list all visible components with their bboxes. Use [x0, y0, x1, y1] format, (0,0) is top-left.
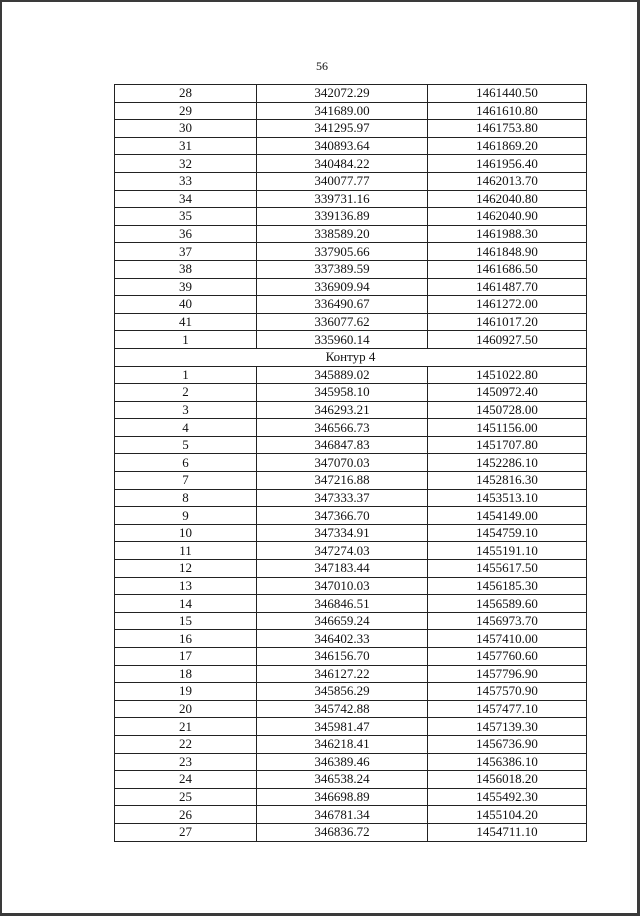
page-number: 56: [316, 59, 328, 73]
point-number-cell: 1: [115, 366, 257, 384]
point-number-cell: 34: [115, 190, 257, 208]
point-number-cell: 39: [115, 278, 257, 296]
table-row: [115, 225, 587, 243]
point-number-cell: 24: [115, 771, 257, 789]
table-row: [115, 243, 587, 261]
point-number-cell: 22: [115, 735, 257, 753]
point-number-cell: 2: [115, 384, 257, 402]
point-number-cell: 28: [115, 85, 257, 103]
x-coordinate-cell: 335960.14: [257, 331, 428, 349]
table-row: [115, 260, 587, 278]
table-row: [115, 208, 587, 226]
point-number-cell: 15: [115, 612, 257, 630]
point-number-cell: 13: [115, 577, 257, 595]
point-number-cell: 25: [115, 788, 257, 806]
table-row: [115, 190, 587, 208]
point-number-cell: 33: [115, 172, 257, 190]
y-coordinate-cell: 1461753.80: [428, 120, 587, 138]
table-row: [115, 331, 587, 349]
table-row: [115, 85, 587, 103]
point-number-cell: 38: [115, 260, 257, 278]
y-coordinate-cell: 1457796.90: [428, 665, 587, 683]
table-row: [115, 735, 587, 753]
table-row: [115, 595, 587, 613]
table-row: [115, 278, 587, 296]
y-coordinate-cell: 1454711.10: [428, 823, 587, 841]
x-coordinate-cell: 347334.91: [257, 524, 428, 542]
x-coordinate-cell: 339731.16: [257, 190, 428, 208]
x-coordinate-cell: 345889.02: [257, 366, 428, 384]
point-number-cell: 14: [115, 595, 257, 613]
point-number-cell: 37: [115, 243, 257, 261]
table-row: [115, 718, 587, 736]
x-coordinate-cell: 337389.59: [257, 260, 428, 278]
x-coordinate-cell: 346698.89: [257, 788, 428, 806]
x-coordinate-cell: 342072.29: [257, 85, 428, 103]
table-row: [115, 612, 587, 630]
table-row: [115, 454, 587, 472]
section-header-row: [115, 348, 587, 366]
y-coordinate-cell: 1457477.10: [428, 700, 587, 718]
y-coordinate-cell: 1451707.80: [428, 436, 587, 454]
point-number-cell: 17: [115, 648, 257, 666]
y-coordinate-cell: 1456018.20: [428, 771, 587, 789]
point-number-cell: 27: [115, 823, 257, 841]
point-number-cell: 9: [115, 507, 257, 525]
table-row: [115, 472, 587, 490]
x-coordinate-cell: 346566.73: [257, 419, 428, 437]
y-coordinate-cell: 1456185.30: [428, 577, 587, 595]
x-coordinate-cell: 346402.33: [257, 630, 428, 648]
point-number-cell: 30: [115, 120, 257, 138]
point-number-cell: 4: [115, 419, 257, 437]
point-number-cell: 18: [115, 665, 257, 683]
y-coordinate-cell: 1457570.90: [428, 683, 587, 701]
x-coordinate-cell: 340893.64: [257, 137, 428, 155]
point-number-cell: 1: [115, 331, 257, 349]
table-row: [115, 102, 587, 120]
x-coordinate-cell: 346846.51: [257, 595, 428, 613]
x-coordinate-cell: 346538.24: [257, 771, 428, 789]
coordinates-table-body: [115, 85, 587, 842]
x-coordinate-cell: 346156.70: [257, 648, 428, 666]
y-coordinate-cell: 1451156.00: [428, 419, 587, 437]
table-row: [115, 700, 587, 718]
x-coordinate-cell: 347070.03: [257, 454, 428, 472]
table-row: [115, 665, 587, 683]
x-coordinate-cell: 345958.10: [257, 384, 428, 402]
y-coordinate-cell: 1460927.50: [428, 331, 587, 349]
table-row: [115, 630, 587, 648]
y-coordinate-cell: 1455492.30: [428, 788, 587, 806]
y-coordinate-cell: 1452286.10: [428, 454, 587, 472]
y-coordinate-cell: 1455617.50: [428, 560, 587, 578]
table-row: [115, 172, 587, 190]
x-coordinate-cell: 345742.88: [257, 700, 428, 718]
y-coordinate-cell: 1450972.40: [428, 384, 587, 402]
y-coordinate-cell: 1452816.30: [428, 472, 587, 490]
y-coordinate-cell: 1451022.80: [428, 366, 587, 384]
x-coordinate-cell: 346836.72: [257, 823, 428, 841]
table-row: [115, 648, 587, 666]
y-coordinate-cell: 1461610.80: [428, 102, 587, 120]
table-row: [115, 436, 587, 454]
x-coordinate-cell: 347366.70: [257, 507, 428, 525]
table-row: [115, 542, 587, 560]
table-row: [115, 401, 587, 419]
table-row: [115, 560, 587, 578]
point-number-cell: 40: [115, 296, 257, 314]
table-row: [115, 577, 587, 595]
x-coordinate-cell: 340484.22: [257, 155, 428, 173]
table-row: [115, 753, 587, 771]
point-number-cell: 21: [115, 718, 257, 736]
y-coordinate-cell: 1461440.50: [428, 85, 587, 103]
y-coordinate-cell: 1457410.00: [428, 630, 587, 648]
point-number-cell: 10: [115, 524, 257, 542]
x-coordinate-cell: 341689.00: [257, 102, 428, 120]
table-row: [115, 419, 587, 437]
x-coordinate-cell: 346389.46: [257, 753, 428, 771]
x-coordinate-cell: 346659.24: [257, 612, 428, 630]
table-row: [115, 683, 587, 701]
table-row: [115, 313, 587, 331]
y-coordinate-cell: 1461848.90: [428, 243, 587, 261]
y-coordinate-cell: 1450728.00: [428, 401, 587, 419]
y-coordinate-cell: 1457760.60: [428, 648, 587, 666]
point-number-cell: 41: [115, 313, 257, 331]
point-number-cell: 3: [115, 401, 257, 419]
table-row: [115, 823, 587, 841]
x-coordinate-cell: 340077.77: [257, 172, 428, 190]
point-number-cell: 6: [115, 454, 257, 472]
table-row: [115, 366, 587, 384]
y-coordinate-cell: 1462040.90: [428, 208, 587, 226]
x-coordinate-cell: 347274.03: [257, 542, 428, 560]
point-number-cell: 35: [115, 208, 257, 226]
y-coordinate-cell: 1461869.20: [428, 137, 587, 155]
y-coordinate-cell: 1456589.60: [428, 595, 587, 613]
y-coordinate-cell: 1461686.50: [428, 260, 587, 278]
x-coordinate-cell: 345981.47: [257, 718, 428, 736]
point-number-cell: 31: [115, 137, 257, 155]
y-coordinate-cell: 1456736.90: [428, 735, 587, 753]
point-number-cell: 32: [115, 155, 257, 173]
table-row: [115, 788, 587, 806]
y-coordinate-cell: 1461017.20: [428, 313, 587, 331]
y-coordinate-cell: 1455104.20: [428, 806, 587, 824]
x-coordinate-cell: 347216.88: [257, 472, 428, 490]
x-coordinate-cell: 346847.83: [257, 436, 428, 454]
point-number-cell: 23: [115, 753, 257, 771]
y-coordinate-cell: 1462040.80: [428, 190, 587, 208]
y-coordinate-cell: 1461272.00: [428, 296, 587, 314]
point-number-cell: 36: [115, 225, 257, 243]
table-row: [115, 806, 587, 824]
x-coordinate-cell: 347333.37: [257, 489, 428, 507]
table-row: [115, 120, 587, 138]
table-row: [115, 384, 587, 402]
point-number-cell: 26: [115, 806, 257, 824]
point-number-cell: 20: [115, 700, 257, 718]
x-coordinate-cell: 339136.89: [257, 208, 428, 226]
y-coordinate-cell: 1456386.10: [428, 753, 587, 771]
y-coordinate-cell: 1454149.00: [428, 507, 587, 525]
x-coordinate-cell: 336490.67: [257, 296, 428, 314]
point-number-cell: 16: [115, 630, 257, 648]
y-coordinate-cell: 1461956.40: [428, 155, 587, 173]
x-coordinate-cell: 338589.20: [257, 225, 428, 243]
coordinates-table: [114, 84, 587, 842]
point-number-cell: 5: [115, 436, 257, 454]
y-coordinate-cell: 1461988.30: [428, 225, 587, 243]
y-coordinate-cell: 1455191.10: [428, 542, 587, 560]
table-row: [115, 489, 587, 507]
y-coordinate-cell: 1462013.70: [428, 172, 587, 190]
point-number-cell: 29: [115, 102, 257, 120]
table-row: [115, 137, 587, 155]
y-coordinate-cell: 1456973.70: [428, 612, 587, 630]
x-coordinate-cell: 341295.97: [257, 120, 428, 138]
y-coordinate-cell: 1457139.30: [428, 718, 587, 736]
x-coordinate-cell: 346781.34: [257, 806, 428, 824]
y-coordinate-cell: 1454759.10: [428, 524, 587, 542]
x-coordinate-cell: 346293.21: [257, 401, 428, 419]
table-row: [115, 771, 587, 789]
point-number-cell: 19: [115, 683, 257, 701]
point-number-cell: 11: [115, 542, 257, 560]
y-coordinate-cell: 1453513.10: [428, 489, 587, 507]
x-coordinate-cell: 336909.94: [257, 278, 428, 296]
point-number-cell: 7: [115, 472, 257, 490]
x-coordinate-cell: 347010.03: [257, 577, 428, 595]
point-number-cell: 12: [115, 560, 257, 578]
y-coordinate-cell: 1461487.70: [428, 278, 587, 296]
point-number-cell: 8: [115, 489, 257, 507]
table-row: [115, 524, 587, 542]
x-coordinate-cell: 337905.66: [257, 243, 428, 261]
x-coordinate-cell: 346127.22: [257, 665, 428, 683]
section-title: Контур 4: [115, 348, 587, 366]
table-row: [115, 296, 587, 314]
table-row: [115, 155, 587, 173]
x-coordinate-cell: 345856.29: [257, 683, 428, 701]
x-coordinate-cell: 336077.62: [257, 313, 428, 331]
x-coordinate-cell: 347183.44: [257, 560, 428, 578]
x-coordinate-cell: 346218.41: [257, 735, 428, 753]
table-row: [115, 507, 587, 525]
